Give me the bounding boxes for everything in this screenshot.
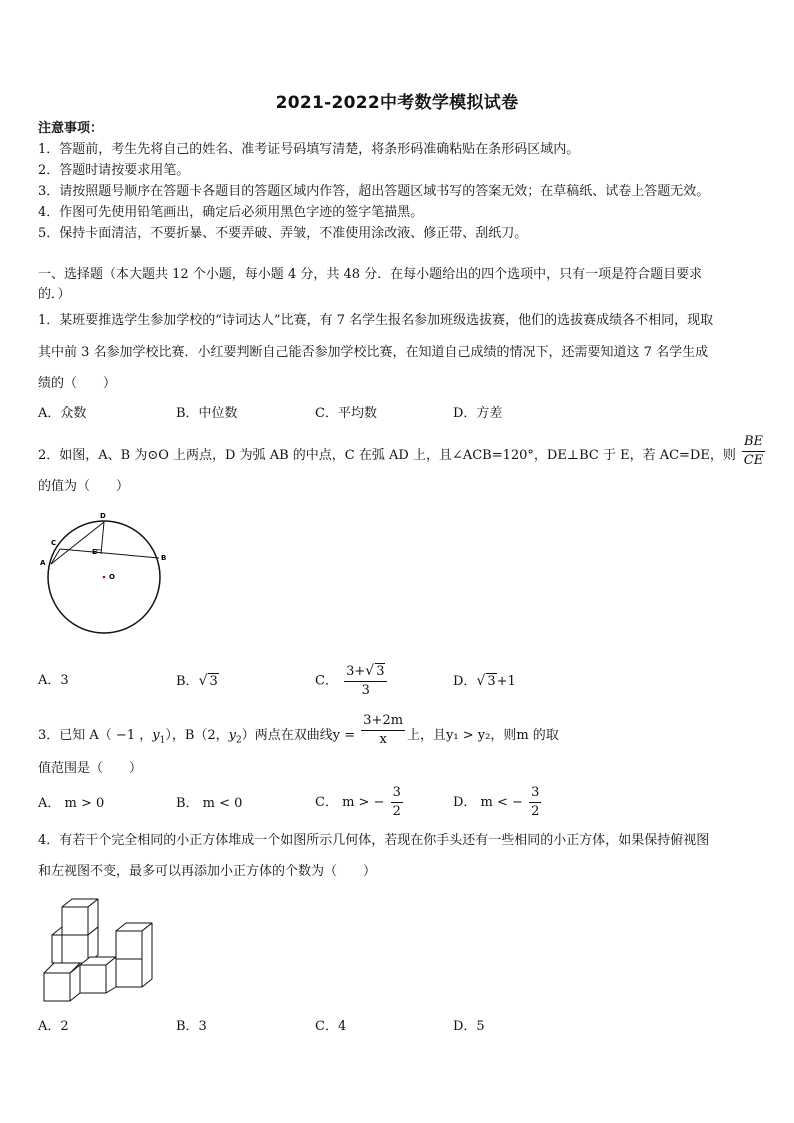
- q2-option-c-fraction: $\frac{3+√ 3}{3}$: [344, 662, 387, 700]
- q1-text-line1: 1．某班要推选学生参加学校的“诗词达人”比赛，有 7 名学生报名参加班级选拔赛，他们的选拔赛成绩各不相同，现取: [38, 313, 714, 328]
- q3-sub2: 2: [236, 735, 242, 746]
- q2-option-b: B．√ 3: [176, 673, 218, 689]
- q1-option-a: A．众数: [38, 406, 87, 421]
- segment-cb: [60, 549, 159, 558]
- q3-sub1: 1: [159, 735, 166, 746]
- q3-text-line1: [38, 713, 559, 751]
- q3-option-c-fraction: [391, 784, 403, 821]
- q2-fraction-num: BE: [742, 433, 765, 452]
- q2-option-a: A．3: [38, 673, 69, 688]
- q2-option-d-suffix: +1: [496, 674, 516, 689]
- q2-option-c-den: 3: [361, 683, 370, 698]
- q3-option-c: [315, 784, 405, 821]
- q3-option-d-label: D． m < −: [453, 795, 523, 810]
- q1-text-line3: 绩的（ ）: [38, 376, 117, 391]
- q2-option-c-num: 3+: [346, 664, 366, 679]
- q4-option-b: B．3: [176, 1019, 207, 1034]
- q3-equation: y =: [332, 728, 356, 743]
- q3-y2: y: [228, 728, 237, 743]
- label-b: B: [161, 554, 167, 562]
- q2-option-d: D．√ 3+1: [453, 673, 516, 689]
- page-title: 2021-2022中考数学模拟试卷: [275, 93, 519, 113]
- q3-option-a: A． m > 0: [38, 796, 105, 811]
- q4-option-a: A．2: [38, 1019, 69, 1034]
- q3-text-d: 上，且: [407, 728, 447, 743]
- q1-option-c: C．平均数: [315, 406, 377, 421]
- q2-option-c: [315, 662, 389, 700]
- section-heading-line1: 一、选择题（本大题共 12 个小题，每小题 4 分，共 48 分．在每小题给出的四个选项中，只有一项是符合题目要求: [38, 267, 703, 282]
- q2-option-c-label: C．: [315, 673, 338, 689]
- q1-text-line2: 其中前 3 名参加学校比赛．小红要判断自己能否参加学校比赛，在知道自己成绩的情况下，还需要知道这 7 名学生成: [38, 345, 709, 360]
- q3-text-line2: 值范围是（ ）: [38, 761, 143, 776]
- q2-text-line1: [38, 434, 767, 470]
- label-o: O: [109, 573, 115, 581]
- q3-text-c: ）两点在双曲线: [241, 728, 333, 743]
- label-e: E: [92, 548, 97, 556]
- notice-item-5: 5．保持卡面清洁，不要折暴、不要弄破、弄皱，不准使用涂改液、修正带、刮纸刀。: [38, 226, 528, 241]
- q3-option-d-den: 2: [531, 804, 540, 819]
- q3-text-e: ，则m 的取: [490, 728, 559, 743]
- label-c: C: [51, 539, 57, 547]
- q3-option-c-label: C． m > −: [315, 795, 385, 810]
- q3-y1: y: [152, 728, 160, 743]
- notice-heading: 注意事项：: [38, 121, 104, 136]
- notice-item-4: 4．作图可先使用铅笔画出，确定后必须用黑色字迹的签字笔描黑。: [38, 205, 424, 220]
- q2-option-d-radicand: 3: [487, 674, 496, 689]
- q4-cube-figure: [40, 893, 158, 1005]
- q3-option-d-num: 3: [529, 784, 541, 803]
- notice-item-1: 1．答题前，考生先将自己的姓名、准考证号码填写清楚，将条形码准确粘贴在条形码区域内。: [38, 142, 580, 157]
- q2-text-line2: 的值为（ ）: [38, 479, 130, 494]
- q2-option-b-radicand: 3: [209, 674, 218, 689]
- q3-option-d-fraction: [529, 784, 541, 821]
- q3-fraction: [361, 712, 405, 749]
- q2-text: 2．如图，A、B 为⊙O 上两点，D 为弧 AB 的中点，C 在弧 AD 上，且∠ACB=120°，DE⊥BC 于 E，若 AC=DE，则: [38, 448, 736, 463]
- notice-item-2: 2．答题时请按要求用笔。: [38, 163, 190, 178]
- q4-text-line1: 4．有若干个完全相同的小正方体堆成一个如图所示几何体，若现在你手头还有一些相同的小正方体，如果保持俯视图: [38, 833, 710, 848]
- q3-option-d: [453, 784, 543, 821]
- q3-text-a: 3．已知 A（ −1 ，: [38, 728, 153, 743]
- q3-option-c-den: 2: [392, 804, 401, 819]
- q3-text-b: ），B（2，: [165, 728, 229, 743]
- q3-option-b: B． m < 0: [176, 796, 243, 811]
- q2-option-d-label: D．: [453, 674, 477, 689]
- q4-option-d: D．5: [453, 1019, 485, 1034]
- label-a: A: [40, 559, 46, 567]
- q2-fraction-den: CE: [743, 453, 764, 468]
- q2-option-c-radicand: 3: [376, 664, 385, 679]
- segment-de: [101, 522, 104, 554]
- section-heading-line2: 的．）: [38, 287, 71, 302]
- q2-option-b-label: B．: [176, 674, 199, 689]
- q1-option-d: D．方差: [453, 406, 503, 421]
- q3-fraction-den: x: [379, 732, 387, 747]
- q3-option-c-num: 3: [391, 784, 403, 803]
- cube-front-face: [62, 907, 88, 935]
- q3-condition: y₁ > y₂: [446, 728, 491, 743]
- label-d: D: [100, 512, 106, 520]
- q4-option-c: C．4: [315, 1019, 347, 1034]
- center-point: [103, 576, 106, 579]
- q3-fraction-num: 3+2m: [361, 712, 405, 731]
- q1-option-b: B．中位数: [176, 406, 238, 421]
- q2-circle-figure: [36, 508, 176, 640]
- q4-text-line2: 和左视图不变，最多可以再添加小正方体的个数为（ ）: [38, 864, 377, 879]
- q2-fraction: [742, 433, 765, 470]
- notice-item-3: 3．请按照题号顺序在答题卡各题目的答题区域内作答，超出答题区域书写的答案无效；在草稿纸、试卷上答题无效。: [38, 184, 710, 199]
